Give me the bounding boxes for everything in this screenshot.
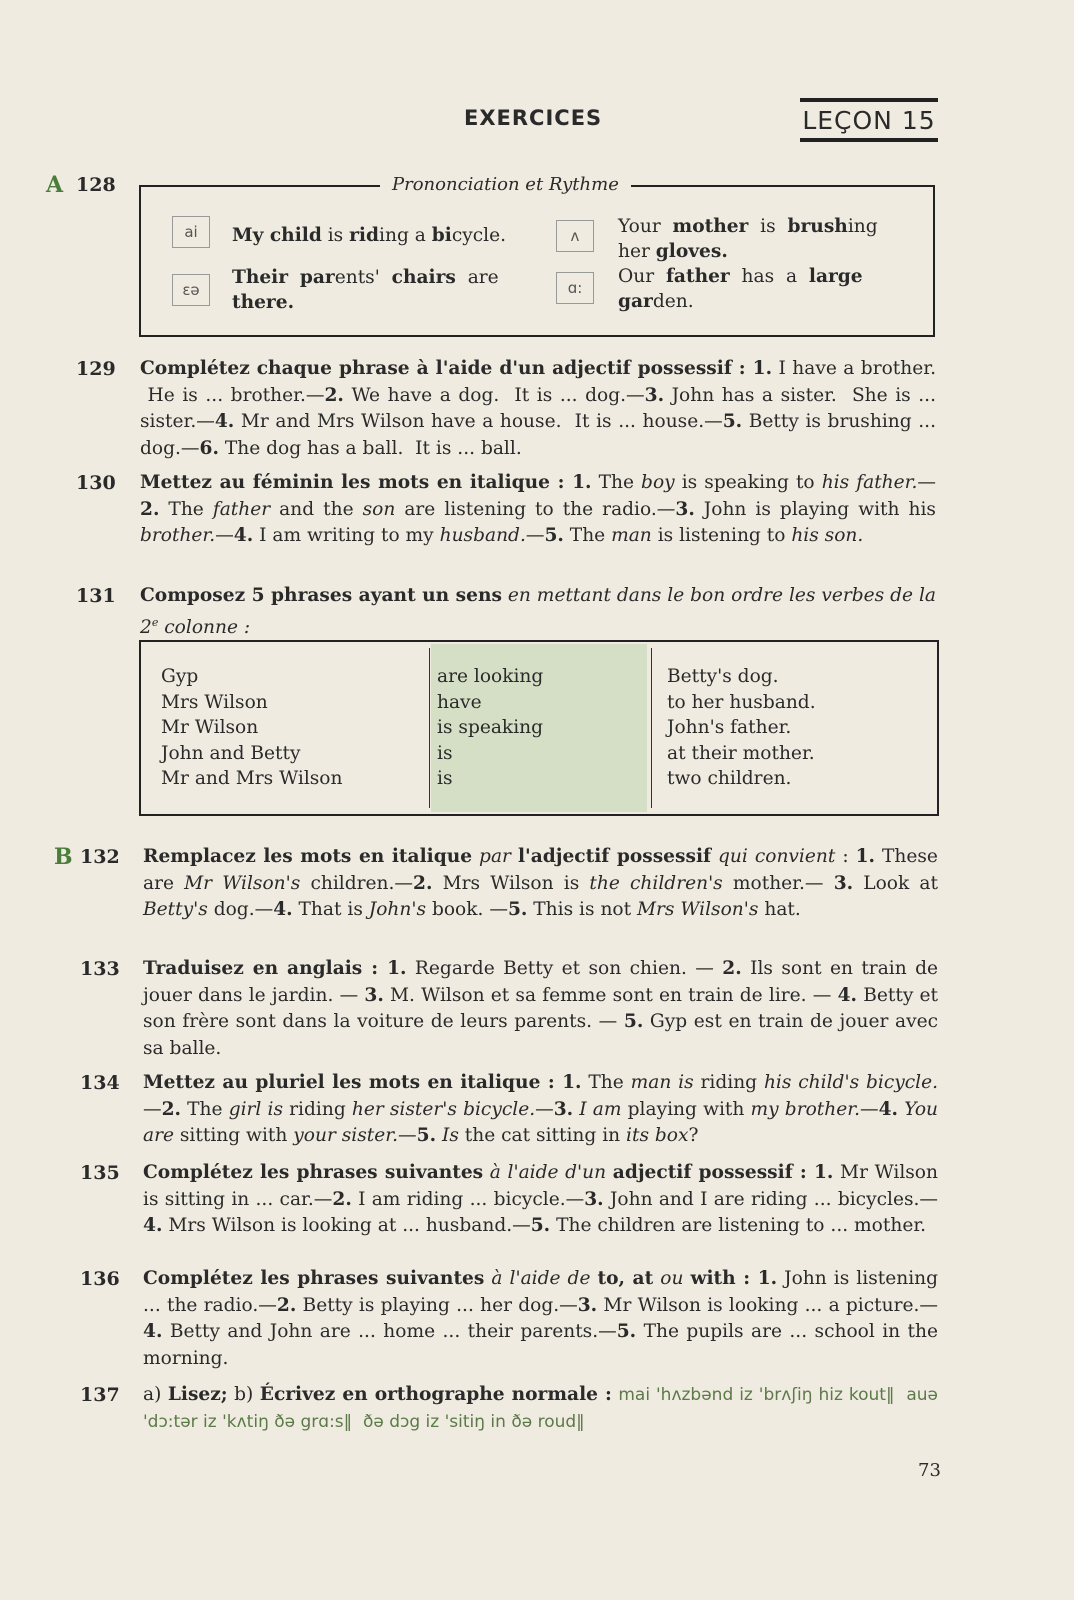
exercise-text: Remplacez les mots en italique par l'adjectif possessif qui convient : 1. These are Mr Wilson's children.—2. Mrs Wilson is the children's mother.— 3. Look at Betty's dog.—4. That is John's book. —5. This is not Mrs Wilson's hat. bbox=[143, 846, 938, 920]
pronunciation-caption: Prononciation et Rythme bbox=[380, 174, 631, 195]
exercise-text: Mettez au pluriel les mots en italique : 1. The man is riding his child's bicycle.—2. The girl is riding her sister's bicycle.—3. I am playing with my brother.—4. You are sitting with your sister.—5. Is the cat sitting in its box? bbox=[143, 1072, 939, 1146]
table-subject: Mrs Wilson bbox=[161, 691, 268, 713]
exercise-number: 129 bbox=[76, 358, 116, 380]
exercise-number: 130 bbox=[76, 472, 116, 494]
verb-order-table bbox=[139, 640, 939, 816]
exercise-number: 136 bbox=[80, 1268, 120, 1290]
table-subject: John and Betty bbox=[161, 742, 301, 764]
table-verb: is speaking bbox=[437, 717, 544, 738]
lesson-label: LEÇON 15 bbox=[800, 98, 938, 142]
pronunciation-sentence: Their parents' chairs are there. bbox=[232, 267, 499, 313]
pronunciation-sentence: Our father has a large garden. bbox=[618, 266, 863, 312]
exercise-number: 128 bbox=[76, 174, 116, 196]
exercise-number: 133 bbox=[80, 958, 120, 980]
pronunciation-sentence: My child is riding a bicycle. bbox=[232, 225, 507, 246]
exercise-text: Traduisez en anglais : 1. Regarde Betty et son chien. — 2. Ils sont en train de jouer dans le jardin. — 3. M. Wilson et sa femme sont en train de lire. — 4. Betty et son frère sont dans la voiture de leurs parents. — 5. Gyp est en train de jouer avec sa balle. bbox=[143, 958, 939, 1059]
exercise-text: Complétez les phrases suivantes à l'aide de to, at ou with : 1. John is listening ... the radio.—2. Betty is playing ... her dog.—3. Mr Wilson is looking ... a picture.—4. Betty and John are ... home ... their parents.—5. The pupils are ... school in the morning. bbox=[143, 1268, 939, 1369]
table-complement: at their mother. bbox=[667, 742, 815, 764]
complements-column bbox=[667, 664, 816, 792]
table-verb: is bbox=[437, 742, 453, 764]
exercise-text: Complétez les phrases suivantes à l'aide d'un adjectif possessif : 1. Mr Wilson is sitting in ... car.—2. I am riding ... bicycle.—3. John and I are riding ... bicycles.—4. Mrs Wilson is looking at ... husband.—5. The children are listening to ... mother. bbox=[143, 1162, 939, 1236]
exercise-number: 132 bbox=[80, 846, 120, 868]
table-verb: is bbox=[437, 768, 453, 789]
table-verb: are looking bbox=[437, 666, 544, 687]
verbs-column bbox=[437, 664, 543, 792]
section-a-label: A bbox=[46, 172, 64, 198]
table-complement: Betty's dog. bbox=[667, 666, 779, 687]
subjects-column bbox=[161, 664, 342, 792]
phonetic-symbol: ai bbox=[172, 216, 210, 248]
column-divider bbox=[651, 648, 652, 808]
pronunciation-sentence: Your mother is brushing her gloves. bbox=[618, 216, 878, 262]
exercise-number: 134 bbox=[80, 1072, 120, 1094]
page-title: EXERCICES bbox=[464, 106, 603, 130]
section-b-label: B bbox=[54, 844, 73, 870]
table-verb: have bbox=[437, 691, 482, 713]
exercise-text: Composez 5 phrases ayant un sens en mettant dans le bon ordre les verbes de la 2e colonne : bbox=[140, 585, 936, 638]
exercise-text: a) Lisez; b) Écrivez en orthographe normale : mai 'hʌzbənd iz 'brʌʃiŋ hiz kout‖ auə 'dɔ:tər iz 'kʌtiŋ ðə grɑ:s‖ ðə dɔg iz 'sitiŋ in ðə roud‖ bbox=[143, 1384, 939, 1432]
exercise-text: Complétez chaque phrase à l'aide d'un adjectif possessif : 1. I have a brother. He is ... brother.—2. We have a dog. It is ... dog.—3. John has a sister. She is ... sister.—4. Mr and Mrs Wilson have a house. It is ... house.—5. Betty is brushing ... dog.—6. The dog has a ball. It is ... ball. bbox=[140, 358, 936, 459]
exercise-number: 135 bbox=[80, 1162, 120, 1184]
table-subject: Mr and Mrs Wilson bbox=[161, 768, 343, 789]
exercise-text: Mettez au féminin les mots en italique : 1. The boy is speaking to his father.— 2. The father and the son are listening to the radio.—3. John is playing with his brother.—4. I am writing to my husband.—5. The man is listening to his son. bbox=[140, 472, 936, 546]
table-complement: John's father. bbox=[667, 717, 792, 738]
table-subject: Mr Wilson bbox=[161, 717, 259, 738]
table-complement: two children. bbox=[667, 768, 792, 789]
exercise-number: 137 bbox=[80, 1384, 120, 1406]
phonetic-symbol: ʌ bbox=[556, 220, 594, 252]
page-number: 73 bbox=[918, 1460, 941, 1481]
column-divider bbox=[429, 648, 430, 808]
exercise-number: 131 bbox=[76, 585, 116, 607]
phonetic-symbol: ɑ: bbox=[556, 272, 594, 304]
table-subject: Gyp bbox=[161, 666, 199, 687]
phonetic-symbol: ɛə bbox=[172, 274, 210, 306]
table-complement: to her husband. bbox=[667, 691, 816, 713]
